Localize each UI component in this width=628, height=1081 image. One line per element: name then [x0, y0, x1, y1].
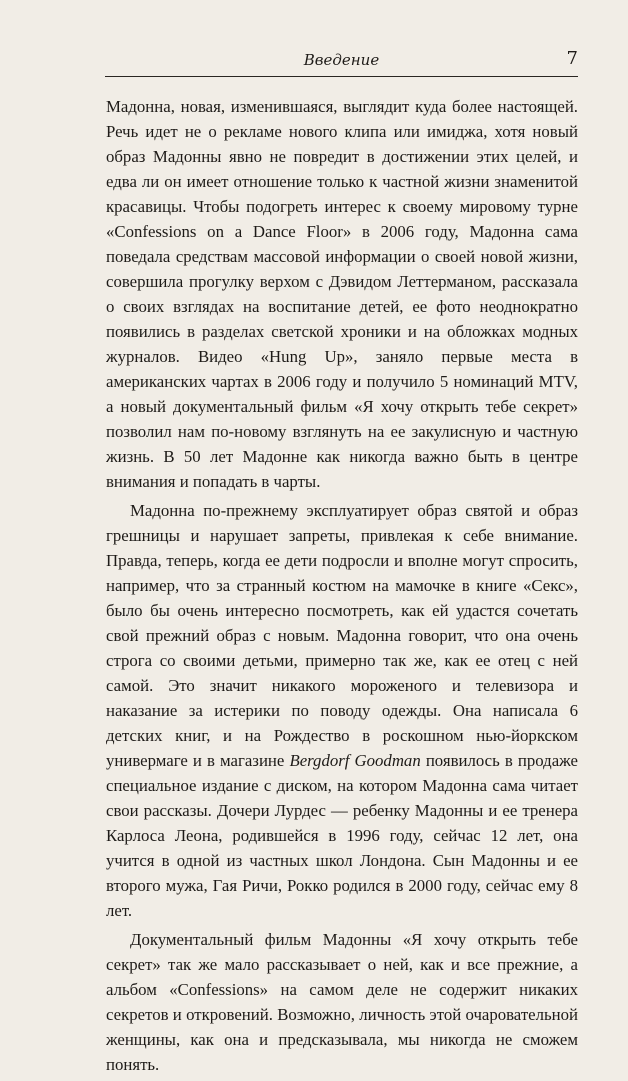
- store-name: Bergdorf Goodman: [289, 751, 421, 770]
- paragraph-2: [106, 498, 578, 923]
- body-text: [106, 94, 578, 1081]
- paragraph-2-part-2: появилось в продаже специальное издание с диском, на котором Мадонна сама читает свои рассказы. Дочери Лурдес — ребенку Мадонны и ее тренера Карлоса Леона, родившейся в 1996 году, сейчас 12 лет, она учится в одной из частных школ Лондона. Сын Мадонны и ее второго мужа, Гая Ричи, Рокко родился в 2000 году, сейчас ему 8 лет.: [106, 751, 578, 920]
- running-header: [105, 48, 578, 77]
- paragraph-2-part-1: Мадонна по-прежнему эксплуатирует образ святой и образ грешницы и нарушает запреты, привлекая к себе внимание. Правда, теперь, когда ее дети подросли и вполне могут спросить, например, что за странный костюм на мамочке в книге «Секс», было бы очень интересно посмотреть, как ей удастся сочетать свой прежний образ с новым. Мадонна говорит, что она очень строга со своими детьми, примерно так же, как ее отец с ней самой. Это значит никакого мороженого и телевизора и наказание за истерики по поводу одежды. Она написала 6 детских книг, и на Рождество в роскошном нью-йоркском универмаге и в магазине: [106, 501, 578, 770]
- paragraph-3: Документальный фильм Мадонны «Я хочу открыть тебе секрет» так же мало рассказывает о ней, как и все прежние, а альбом «Confessions» на самом деле не содержит никаких секретов и откровений. Возможно, личность этой очаровательной женщины, как она и предсказывала, мы никогда не сможем понять.: [106, 930, 578, 1074]
- chapter-title: Введение: [303, 51, 380, 69]
- paragraph-1: Мадонна, новая, изменившаяся, выглядит куда более настоящей. Речь идет не о рекламе нового клипа или имиджа, хотя новый образ Мадонны явно не повредит в достижении этих целей, и едва ли он имеет отношение только к частной жизни знаменитой красавицы. Чтобы подогреть интерес к своему мировому турне «Confessions on a Dance Floor» в 2006 году, Мадонна сама поведала средствам массовой информации о своей новой жизни, совершила прогулку верхом с Дэвидом Леттерманом, рассказала о своих взглядах на воспитание детей, ее фото неоднократно появились в разделах светской хроники и на обложках модных журналов. Видео «Hung Up», заняло первые места в американских чартах в 2006 году и получило 5 номинаций MTV, а новый документальный фильм «Я хочу открыть тебе секрет» позволил нам по-новому взглянуть на ее закулисную и частную жизнь. В 50 лет Мадонне как никогда важно быть в центре внимания и попадать в чарты.: [106, 97, 578, 491]
- page-number: 7: [566, 48, 578, 69]
